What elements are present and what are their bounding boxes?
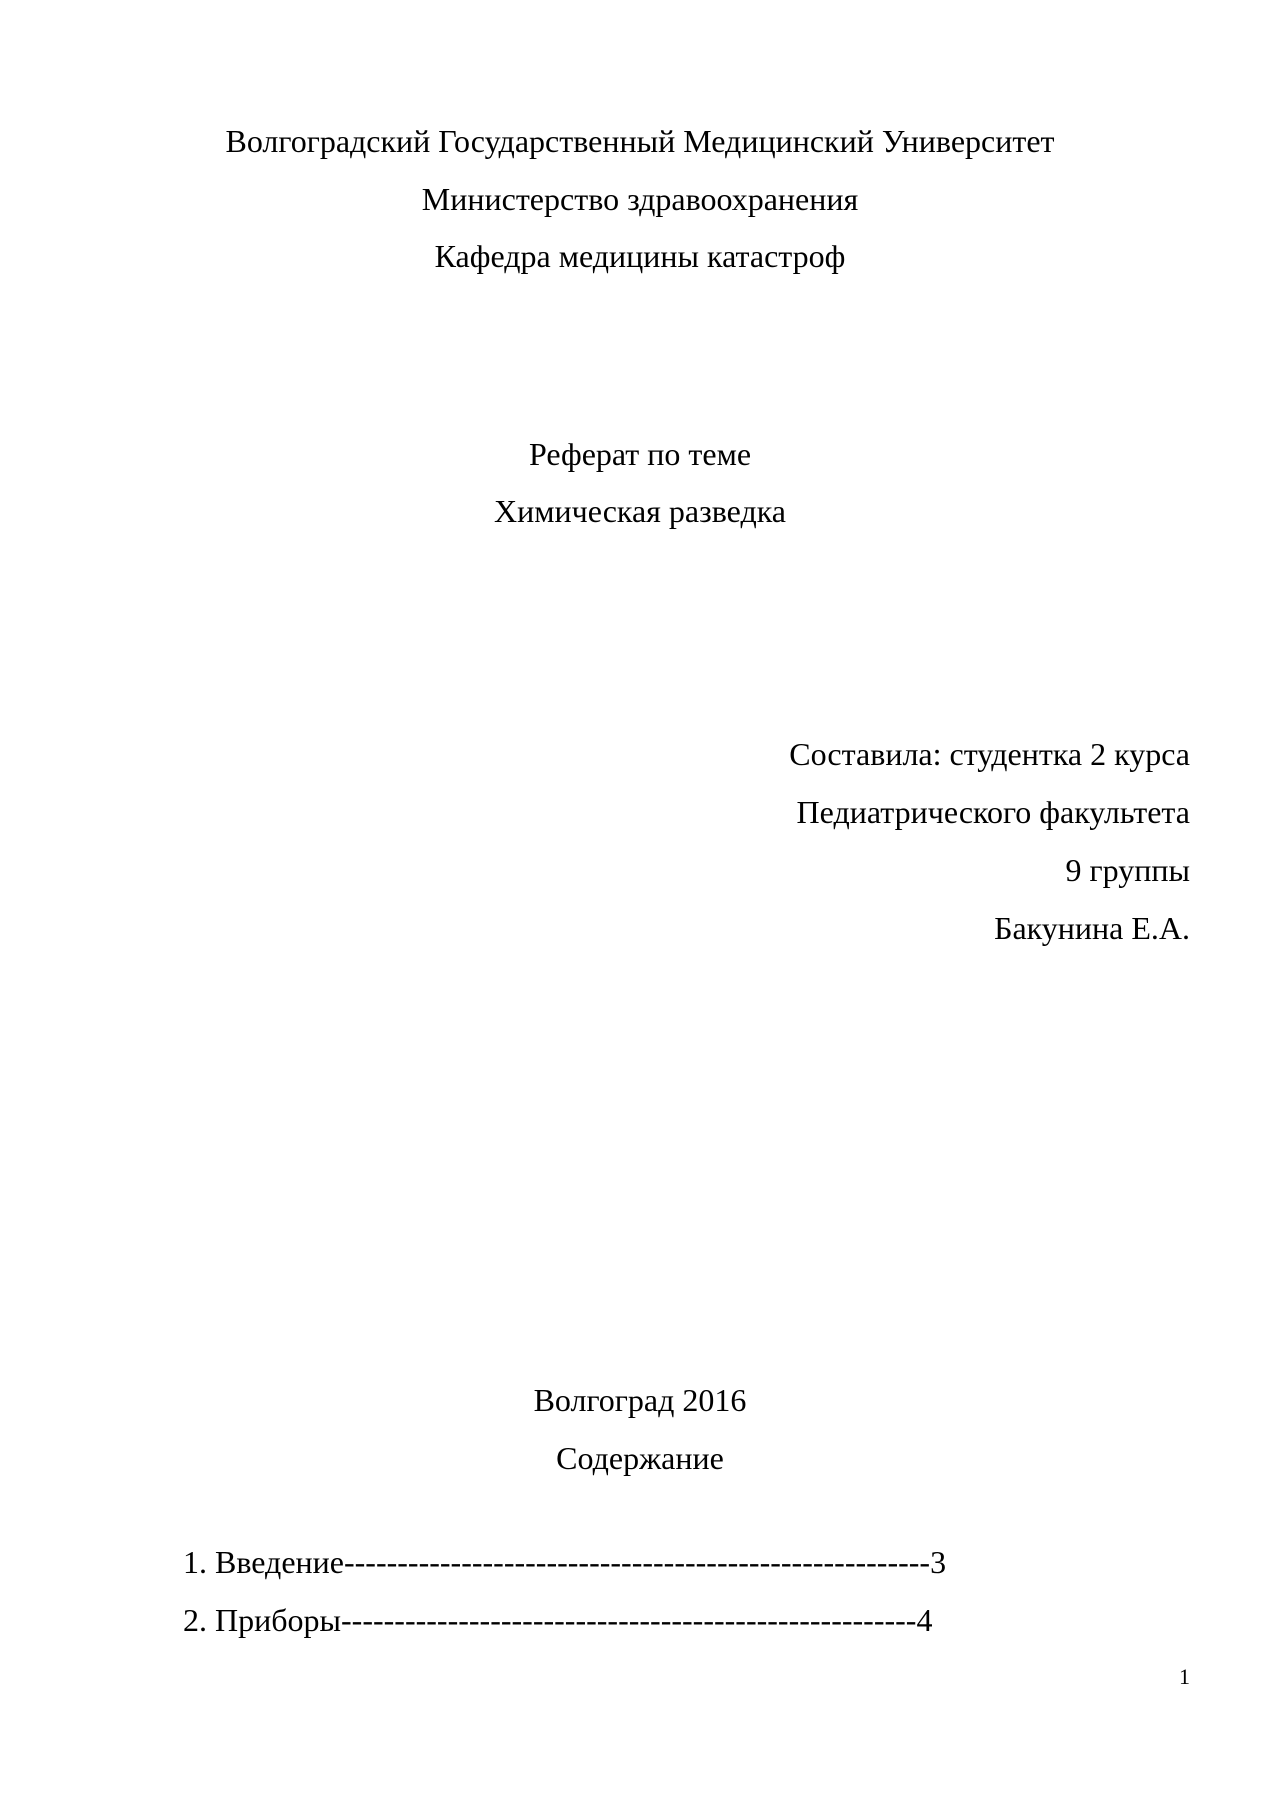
ministry-name: Министерство здравоохранения bbox=[421, 181, 859, 217]
university-name: Волгоградский Государственный Медицинский Университет bbox=[225, 123, 1055, 159]
toc-item: 2. Приборы------------------------------------------------------4 bbox=[183, 1602, 933, 1638]
department-name: Кафедра медицины катастроф bbox=[434, 238, 846, 274]
page-number: 1 bbox=[1179, 1664, 1190, 1689]
toc-item: 1. Введение-------------------------------------------------------3 bbox=[183, 1544, 947, 1580]
author-faculty: Педиатрического факультета bbox=[796, 794, 1190, 830]
city-year: Волгоград 2016 bbox=[533, 1382, 747, 1418]
author-line: Составила: студентка 2 курса bbox=[789, 736, 1190, 772]
author-name: Бакунина Е.А. bbox=[994, 910, 1190, 946]
author-group: 9 группы bbox=[1065, 852, 1190, 888]
essay-label: Реферат по теме bbox=[528, 436, 752, 472]
essay-topic: Химическая разведка bbox=[494, 493, 786, 529]
contents-heading: Содержание bbox=[556, 1440, 724, 1476]
